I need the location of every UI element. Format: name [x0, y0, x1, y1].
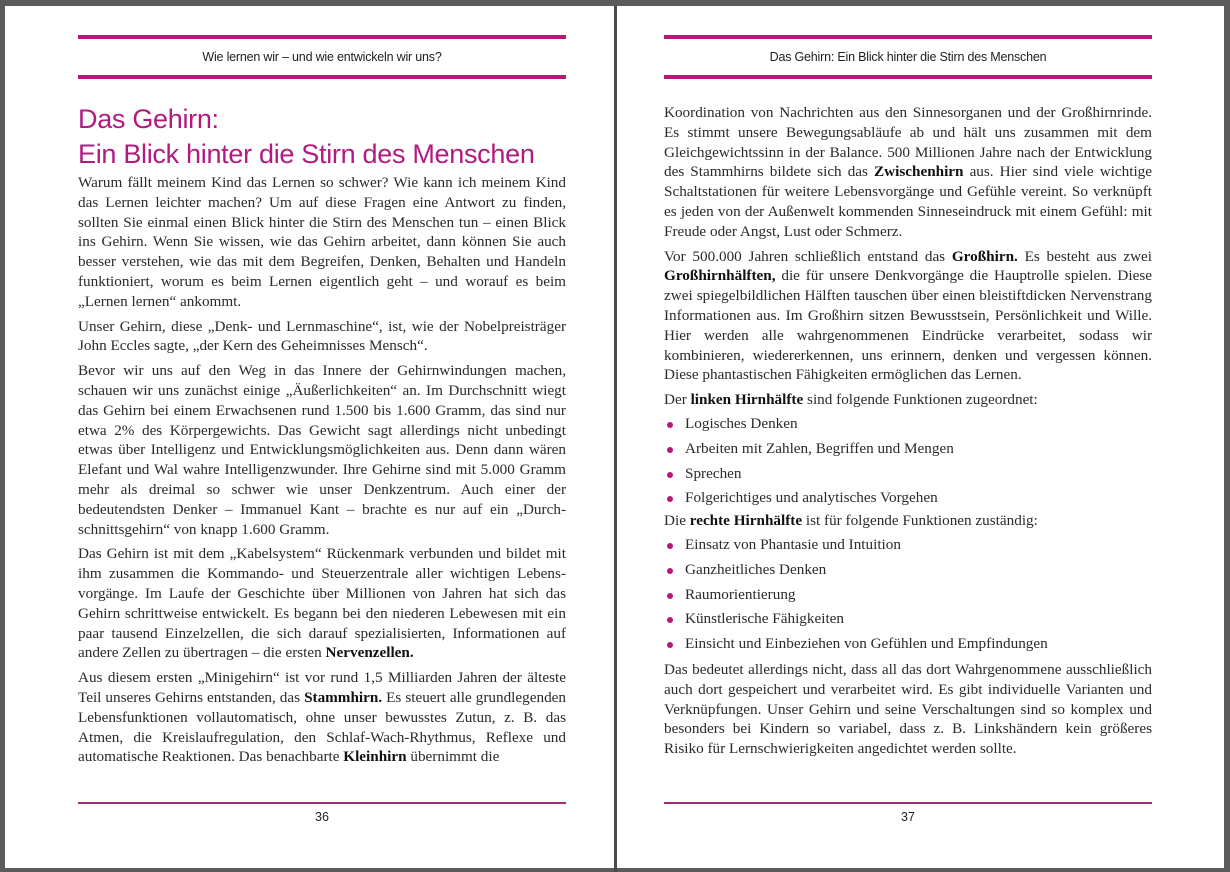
bold-term: linken Hirnhälfte	[690, 391, 804, 409]
left-hemisphere-functions-list	[664, 412, 1152, 511]
paragraph-text: Die	[664, 512, 690, 530]
page-number-right: 37	[901, 810, 915, 824]
bold-term: Kleinhirn	[343, 748, 407, 766]
paragraph-text: sind folgende Funktionen zugeordnet:	[803, 391, 1038, 409]
list-item-text: Logisches Denken	[685, 414, 798, 432]
paragraph-text: aus. Hier sind viele wichtige Schaltstationen für weitere Lebensvorgänge und Gefühle vereint. So verknüpft es jeden von der Außenwelt kommenden Sinneseindruck mit einem Gefühl: mit Freude oder Angst, Lust oder Schmerz.	[664, 163, 1152, 240]
paragraph-text: die für unsere Denkvorgänge die Hauptrolle spielen. Diese zwei spiegelbildlichen Hälften tauschen über einen bleistiftdicken Nervenstrang Informationen aus. Im Großhirn sitzen Bewusstsein, Persönlichkeit und Wille. Hier werden alle wahrgenommenen Eindrücke verarbeitet, sodass wir kombinieren, wiedererkennen, uns erinnern, denken und vergessen können. Diese phantastischen Fähigkeiten ermöglichen das Lernen.	[664, 267, 1152, 384]
header-rule-top-right	[664, 35, 1152, 39]
list-item	[664, 583, 1152, 608]
bullet-icon	[667, 543, 673, 549]
paragraph-text: Es steuert alle grundlegenden Lebensfunktionen vollautomatisch, ohne unser bewusstes Zutun, z. B. das Atmen, die Kreislaufregulation, den Schlaf-Wach-Rhythmus, Reflexe und automatische Reaktionen. Das benachbarte	[78, 688, 566, 766]
list-item-text: Arbeiten mit Zahlen, Begriffen und Mengen	[685, 439, 954, 457]
paragraph-text: Der	[664, 391, 691, 409]
list-intro-left-hemisphere	[664, 390, 1152, 410]
bold-term: Großhirn.	[951, 247, 1018, 265]
list-item	[664, 437, 1152, 462]
bullet-icon	[667, 617, 673, 623]
chapter-title-line1: Das Gehirn:	[78, 104, 219, 134]
chapter-title-line2: Ein Blick hinter die Stirn des Menschen	[78, 139, 535, 169]
list-item	[664, 558, 1152, 583]
paragraph: Bevor wir uns auf den Weg in das Innere der Gehirnwindungen machen, schauen wir uns zunächst einige „Äußerlichkeiten“ an. Im Durchschnitt wiegt das Gehirn bei einem Erwachsenen rund 1.500 bis 1.600 Gramm, das sind nur etwa 2% des Körpergewichts. Das Gewicht sagt allerdings nicht unbedingt etwas über Intelligenz und Entwicklungsmöglichkeiten aus. Denn dann wären Elefant und Wal wahre Intelligenzwunder. Ihre Gehirne sind mit 5.000 Gramm mehr als dreimal so schwer wie unser Denkzentrum. Auch einer der bedeutendsten Denker – Immanuel Kant – brachte es nur auf ein „Durchschnittsgehirn“ von knapp 1.600 Gramm.	[78, 362, 566, 538]
bold-term: Nervenzellen.	[325, 644, 414, 662]
bullet-icon	[667, 593, 673, 599]
chapter-title	[78, 102, 578, 172]
list-item-text: Einsatz von Phantasie und Intuition	[685, 535, 901, 553]
footer-rule-left	[78, 802, 566, 804]
bold-term: rechte Hirnhälfte	[689, 512, 803, 530]
paragraph	[664, 103, 1152, 242]
list-item-text: Raumorientierung	[685, 585, 796, 603]
paragraph-text: Vor 500.000 Jahren schließlich entstand das	[664, 247, 952, 265]
paragraph-text: Es besteht aus zwei	[1017, 247, 1152, 265]
running-head-right: Das Gehirn: Ein Blick hinter die Stirn des Menschen	[769, 50, 1047, 64]
running-head-left: Wie lernen wir – und wie entwickeln wir uns?	[202, 50, 442, 64]
list-item-text: Ganzheitliches Denken	[685, 560, 827, 578]
paragraph	[78, 544, 566, 663]
header-rule-top-left	[78, 35, 566, 39]
paragraph: Warum fällt meinem Kind das Lernen so schwer? Wie kann ich meinem Kind das Lernen leichter machen? Um auf diese Fragen eine Antwort zu finden, sollten Sie einmal einen Blick hinter die Stirn des Menschen tun – einen Blick ins Gehirn. Wenn Sie wissen, wie das Gehirn arbeitet, dann können Sie auch besser verstehen, wie das mit dem Begreifen, Denken, Behalten und Handeln funktioniert, worum es beim Lernen eigentlich geht – und worauf es beim „Lernen lernen“ ankommt.	[78, 174, 566, 310]
bold-term: Zwischenhirn	[874, 163, 964, 181]
bullet-icon	[667, 447, 673, 453]
bullet-icon	[667, 422, 673, 428]
header-rule-bottom-right	[664, 75, 1152, 79]
list-item	[664, 412, 1152, 437]
paragraph: Unser Gehirn, diese „Denk- und Lernmaschine“, ist, wie der Nobelpreisträger John Eccles sagte, „der Kern des Geheimnisses Mensch“.	[78, 317, 566, 355]
header-rule-bottom-left	[78, 75, 566, 79]
paragraph: Das bedeutet allerdings nicht, dass all das dort Wahrgenommene ausschließlich auch dort gespeichert und verarbeitet wird. Es gibt individuelle Varianten und Verknüpfungen. Unser Gehirn und seine Verschaltungen sind so komplex und besonders bei Kindern so variabel, dass z. B. Linkshändern kein größeres Risiko für Lernschwierigkeiten angedichtet werden sollte.	[664, 660, 1152, 758]
paragraph-text: Das Gehirn ist mit dem „Kabelsystem“ Rückenmark verbunden und bildet mit ihm zusammen die Kommando- und Steuerzentrale aller wichtigen Lebensvorgänge. Im Laufe der Geschichte über Millionen von Jahren hat sich das Gehirn schrittweise entwickelt. Es begann bei den niederen Lebewesen mit ein paar tausend Einzelzellen, die sich darauf spezialisierten, Informationen auf andere Zellen zu übertragen – die ersten	[78, 545, 566, 662]
bold-term: Großhirnhälften,	[664, 267, 776, 285]
list-item-text: Einsicht und Einbeziehen von Gefühlen und Empfindungen	[685, 635, 1048, 653]
left-body-text	[78, 173, 566, 772]
paragraph-text: übernimmt die	[406, 748, 500, 766]
list-item	[664, 486, 1152, 511]
list-item	[664, 533, 1152, 558]
paragraph-text: Aus diesem ersten „Minigehirn“ ist vor rund 1,5 Milliarden Jahren der älteste Teil unseres Gehirns entstanden, das	[78, 669, 566, 706]
bold-term: Stammhirn.	[304, 688, 383, 706]
page-number-left: 36	[315, 810, 329, 824]
right-body-text	[664, 103, 1152, 764]
list-item	[664, 607, 1152, 632]
paragraph-text: Koordination von Nachrichten aus den Sinnesorganen und der Großhirnrinde. Es stimmt unsere Bewegungsabläufe ab und hält uns zusammen mit dem Gleichgewichtssinn in der Balance. 500 Millionen Jahre nach der Entwicklung des Stammhirns bildete sich das	[664, 104, 1152, 181]
list-item-text: Künstlerische Fähigkeiten	[685, 610, 845, 628]
paragraph-text: ist für folgende Funktionen zuständig:	[802, 512, 1038, 530]
list-item-text: Sprechen	[685, 464, 742, 482]
paragraph	[664, 247, 1152, 386]
bullet-icon	[667, 568, 673, 574]
list-item	[664, 462, 1152, 487]
footer-rule-right	[664, 802, 1152, 804]
list-item-text: Folgerichtiges und analytisches Vorgehen	[685, 489, 938, 507]
list-intro-right-hemisphere	[664, 511, 1152, 531]
bullet-icon	[667, 642, 673, 648]
bullet-icon	[667, 472, 673, 478]
bullet-icon	[667, 496, 673, 502]
list-item	[664, 632, 1152, 657]
paragraph	[78, 668, 566, 767]
right-hemisphere-functions-list	[664, 533, 1152, 657]
